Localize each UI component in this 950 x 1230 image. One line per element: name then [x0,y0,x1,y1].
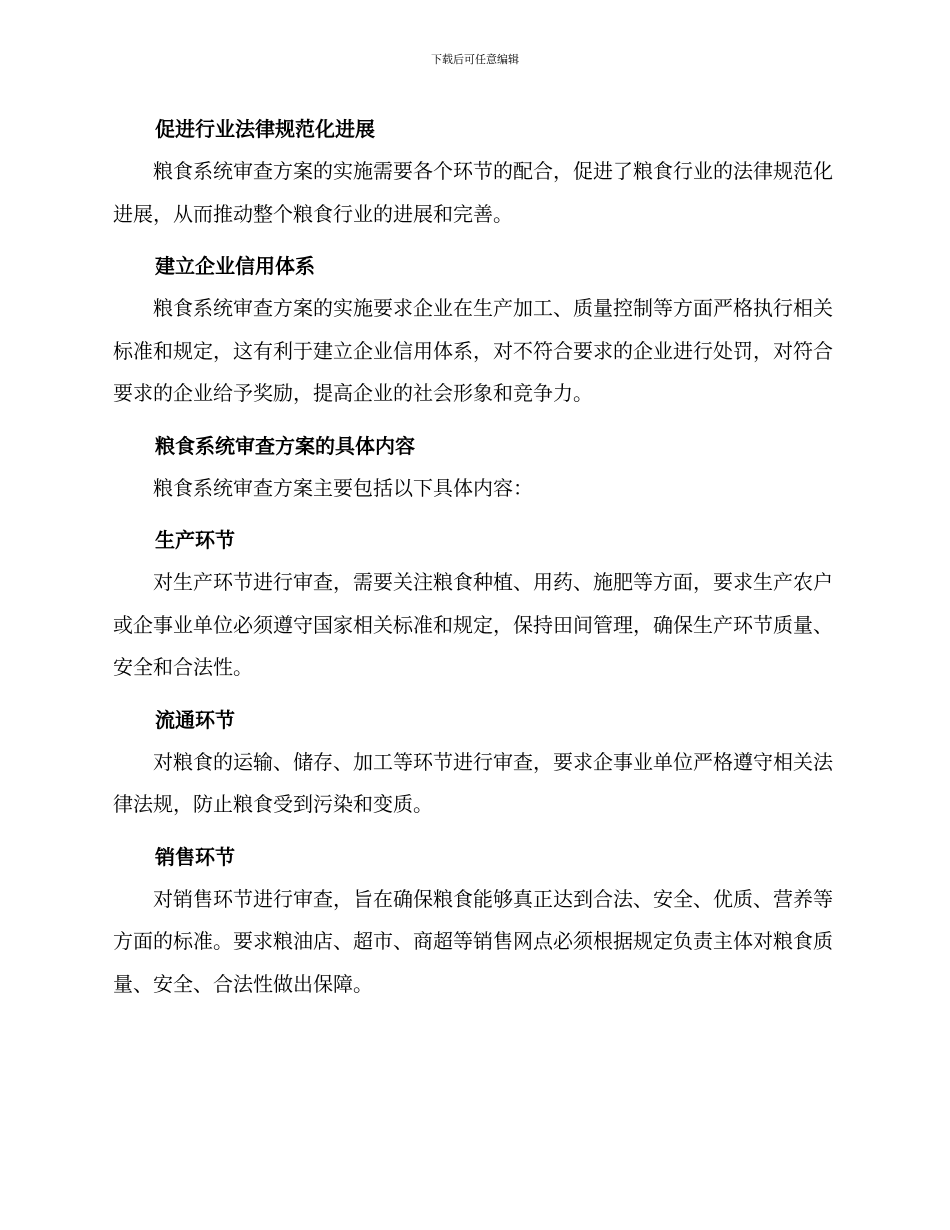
section-paragraph-production: 对生产环节进行审查，需要关注粮食种植、用药、施肥等方面，要求生产农户或企事业单位必须遵守国家相关标准和规定，保持田间管理，确保生产环节质量、安全和合法性。 [113,570,833,679]
page-header: 下载后可任意编辑 [431,53,519,66]
section-paragraph-circulation: 对粮食的运输、储存、加工等环节进行审查，要求企事业单位严格遵守相关法律法规，防止粮食受到污染和变质。 [113,749,833,816]
section-heading-content: 粮食系统审查方案的具体内容 [155,433,415,458]
section-heading-circulation: 流通环节 [155,707,235,732]
section-paragraph-sales: 对销售环节进行审查，旨在确保粮食能够真正达到合法、安全、优质、营养等方面的标准。要求粮油店、超市、商超等销售网点必须根据规定负责主体对粮食质量、安全、合法性做出保障。 [113,886,833,996]
section-paragraph-legal: 粮食系统审查方案的实施需要各个环节的配合，促进了粮食行业的法律规范化进展，从而推动整个粮食行业的进展和完善。 [113,159,833,226]
section-heading-production: 生产环节 [155,528,235,552]
section-heading-sales: 销售环节 [155,844,235,869]
section-heading-credit: 建立企业信用体系 [155,254,315,278]
section-paragraph-credit: 粮食系统审查方案的实施要求企业在生产加工、质量控制等方面严格执行相关标准和规定，这有利于建立企业信用体系，对不符合要求的企业进行处罚，对符合要求的企业给予奖励，提高企业的社会形象和竞争力。 [113,296,833,405]
document-body [113,108,833,1015]
section-paragraph-content: 粮食系统审查方案主要包括以下具体内容： [153,475,533,500]
section-heading-legal: 促进行业法律规范化进展 [155,117,375,141]
